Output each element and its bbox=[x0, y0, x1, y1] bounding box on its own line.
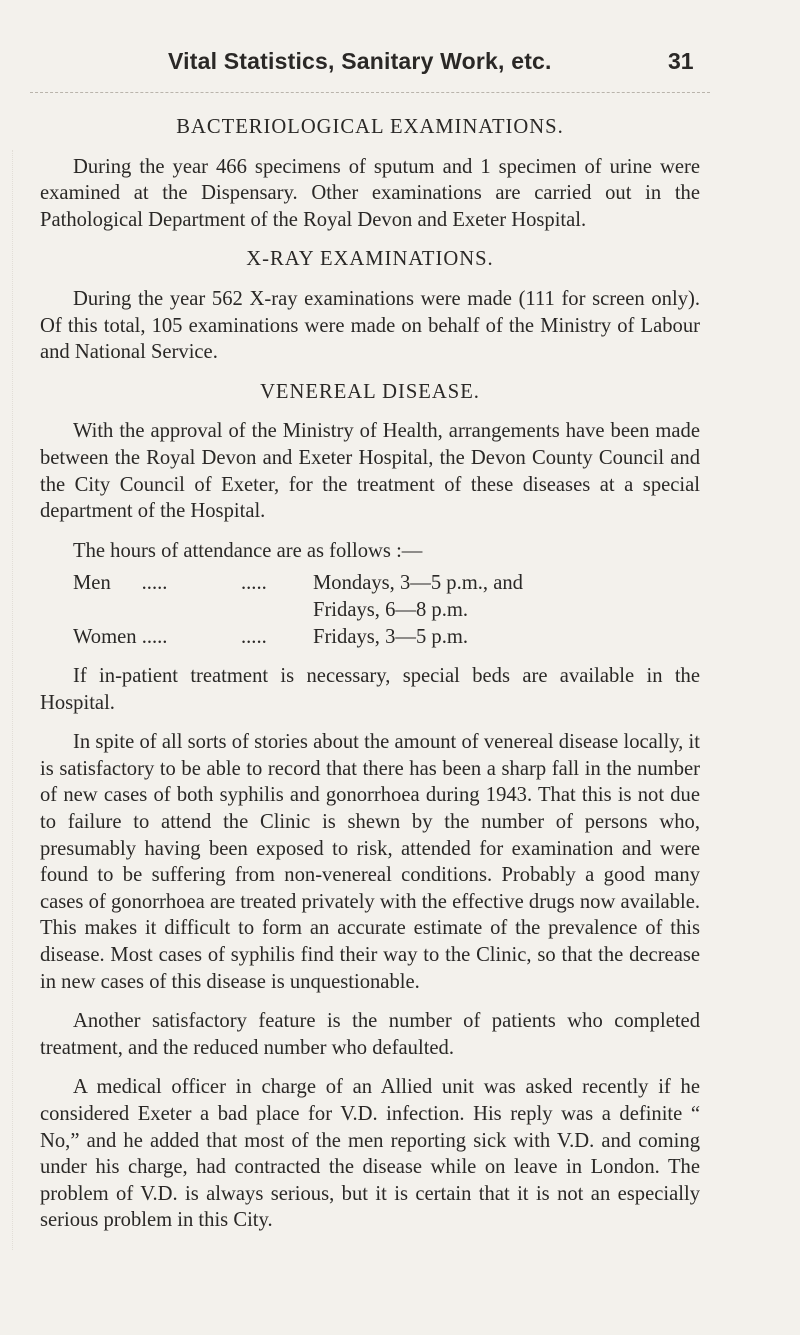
leader-dots: ..... bbox=[241, 625, 267, 648]
hours-row-women bbox=[40, 624, 700, 651]
page-edge-binding bbox=[0, 150, 13, 1250]
hours-times-women: Fridays, 3—5 p.m. bbox=[313, 625, 469, 648]
section-bacteriological bbox=[40, 114, 700, 233]
hours-times-men: Mondays, 3—5 p.m., and bbox=[313, 572, 523, 595]
page-body bbox=[40, 114, 700, 1247]
paragraph: The hours of attendance are as follows :— bbox=[73, 539, 423, 562]
section-heading: BACTERIOLOGICAL EXAMINATIONS. bbox=[176, 116, 564, 138]
section-heading: VENEREAL DISEASE. bbox=[260, 380, 480, 403]
paragraph: In spite of all sorts of stories about the amount of venereal disease locally, it is satisfactory to be able to record that there has been a sharp fall in the number of new cases of both syphilis and gonorrhoea during 1943. That this is not due to failure to attend the Clinic is shewn by the number of persons who, presumably having been exposed to risk, attended for examination and were found to be suffering from non-venereal conditions. Probably a good many cases of gonorrhoea are treated privately with the effective drugs now available. This makes it difficult to form an accurate estimate of the prevalence of this disease. Most cases of syphilis find their way to the Clinic, so that the decrease in new cases of this disease is unquestionable. bbox=[40, 731, 700, 993]
leader-dots: ..... bbox=[141, 572, 168, 595]
paragraph: With the approval of the Ministry of Health, arrangements have been made between the Royal Devon and Exeter Hospital, the Devon County Council and the City Council of Exeter, for the treatment of these diseases at a special department of the Hospital. bbox=[40, 420, 700, 523]
attendance-hours bbox=[40, 570, 700, 650]
page-number: 31 bbox=[668, 48, 694, 74]
hours-times-men-continued: Fridays, 6—8 p.m. bbox=[313, 598, 469, 621]
hours-label-text: Men bbox=[73, 572, 111, 595]
leader-dots: ..... bbox=[241, 572, 267, 595]
hours-label-men bbox=[40, 570, 241, 597]
paragraph: During the year 562 X-ray examinations were made (111 for screen only). Of this total, 105 examinations were made on behalf of the Ministry of Labour and National Service. bbox=[40, 287, 700, 364]
paragraph: A medical officer in charge of an Allied unit was asked recently if he considered Exeter a bad place for V.D. infection. His reply was a definite “ No,” and he added that most of the men reporting sick with V.D. and coming under his charge, had contracted the disease while on leave in London. The problem of V.D. is always serious, but it is certain that it is not an especially serious problem in this City. bbox=[40, 1076, 700, 1232]
section-heading: X-RAY EXAMINATIONS. bbox=[246, 248, 494, 271]
section-venereal-disease bbox=[40, 379, 700, 1234]
header-rule bbox=[30, 92, 710, 93]
paragraph: If in-patient treatment is necessary, special beds are available in the Hospital. bbox=[40, 665, 700, 714]
running-header bbox=[0, 44, 800, 84]
paragraph: Another satisfactory feature is the number of patients who completed treatment, and the reduced number who defaulted. bbox=[40, 1010, 700, 1059]
section-xray bbox=[40, 246, 700, 365]
hours-label-women: Women ..... bbox=[73, 625, 168, 648]
hours-row-men bbox=[40, 570, 700, 597]
paragraph: During the year 466 specimens of sputum and 1 specimen of urine were examined at the Dispensary. Other examinations are carried out in the Pathological Department of the Royal Devon and Exeter Hospital. bbox=[40, 155, 700, 231]
running-title: Vital Statistics, Sanitary Work, etc. bbox=[168, 48, 552, 74]
